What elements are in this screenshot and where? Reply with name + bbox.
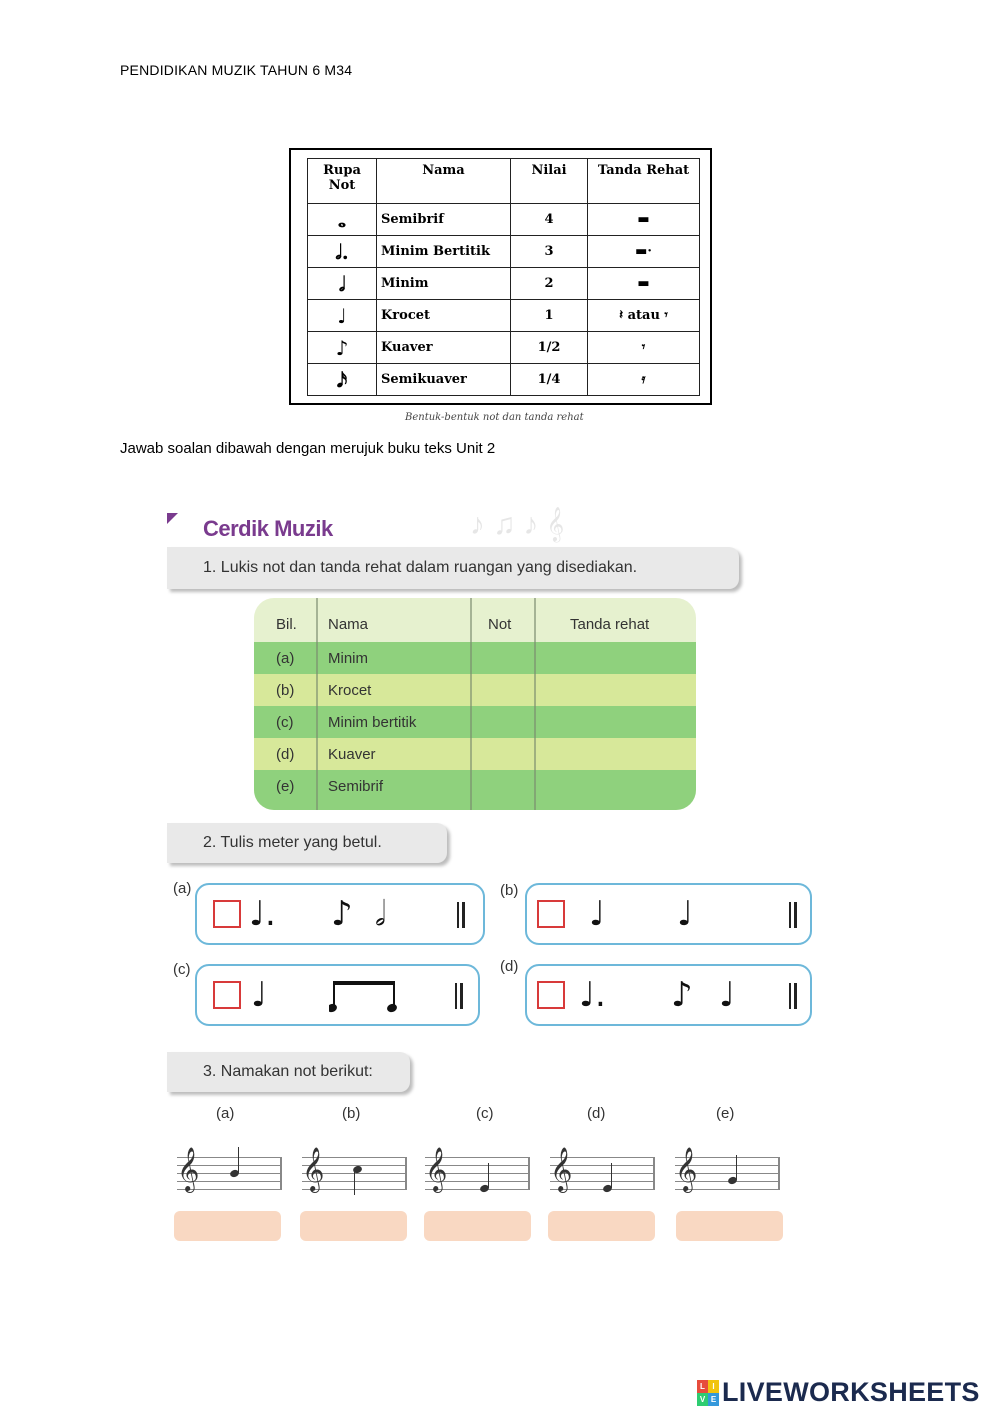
meter-answer-box[interactable] (537, 900, 565, 928)
ref-row (308, 268, 700, 300)
ref-rest-symbol: 𝄽 atau 𝄾 (588, 300, 700, 332)
q1-row-nama: Semibrif (328, 777, 384, 795)
ref-rest-symbol: 𝄾 (588, 332, 700, 364)
question-3-bar (167, 1052, 410, 1092)
q1-row-nama: Krocet (328, 681, 372, 699)
question-2-bar (167, 823, 447, 863)
ref-note-name: Krocet (377, 300, 511, 332)
meter-answer-box[interactable] (213, 981, 241, 1009)
answer-box-e[interactable] (676, 1211, 783, 1241)
q1-note-cell[interactable] (472, 642, 534, 674)
rhythm-box-b (525, 883, 812, 945)
staff-c (425, 1147, 530, 1191)
reference-caption: Bentuk-bentuk not dan tanda rehat (405, 412, 584, 423)
ref-note-name: Semikuaver (377, 364, 511, 396)
liveworksheets-text: LIVEWORKSHEETS (722, 1377, 980, 1407)
ref-rest-symbol: ▬· (588, 236, 700, 268)
q1-note-cell[interactable] (472, 674, 534, 706)
reference-table (307, 158, 700, 396)
q1-header-rehat: Tanda rehat (570, 615, 650, 633)
treble-clef-icon: 𝄞 (177, 1147, 200, 1191)
q2-label-b: (b) (500, 882, 519, 899)
q1-note-cell[interactable] (472, 770, 534, 802)
meter-answer-box[interactable] (537, 981, 565, 1009)
ref-rest-symbol: 𝄿 (588, 364, 700, 396)
q1-header-not: Not (488, 615, 512, 633)
q3-label-a: (a) (216, 1105, 235, 1122)
q1-header-bil: Bil. (276, 615, 297, 633)
ref-header-name: Nama (377, 159, 511, 204)
answer-box-c[interactable] (424, 1211, 531, 1241)
q3-label-c: (c) (476, 1105, 494, 1122)
liveworksheets-logo (697, 1377, 980, 1408)
question-1-bar (167, 547, 739, 589)
ref-note-value: 1/4 (511, 364, 588, 396)
q1-rest-cell[interactable] (536, 738, 696, 770)
table-row (254, 674, 696, 706)
q1-row-nama: Minim (328, 649, 368, 667)
barline (789, 983, 791, 1009)
ref-note-name: Minim (377, 268, 511, 300)
section-title: Cerdik Muzik (203, 516, 333, 541)
ref-note-value: 2 (511, 268, 588, 300)
ref-note-value: 1/2 (511, 332, 588, 364)
ref-note-symbol: ♪ (308, 332, 377, 364)
ref-note-symbol: 𝅘𝅥𝅯 (308, 364, 377, 396)
note-dotted-crotchet: ♩. (579, 975, 606, 1015)
reference-table-frame (289, 148, 712, 405)
barline (460, 983, 463, 1009)
q1-rest-cell[interactable] (536, 642, 696, 674)
barline (789, 902, 791, 928)
section-corner-mark (167, 513, 178, 524)
question-1-text: 1. Lukis not dan tanda rehat dalam ruangan yang disediakan. (203, 559, 638, 576)
note-minim: 𝅗𝅥 (375, 894, 386, 934)
note-crotchet: ♩ (251, 975, 268, 1015)
answer-box-a[interactable] (174, 1211, 281, 1241)
barline (462, 902, 465, 928)
q2-label-d: (d) (500, 958, 519, 975)
question-3-text: 3. Namakan not berikut: (203, 1063, 373, 1080)
beamed-quavers-icon (329, 980, 397, 1014)
ref-note-symbol: ♩ (308, 300, 377, 332)
treble-clef-icon: 𝄞 (675, 1147, 698, 1191)
ref-header-value: Nilai (511, 159, 588, 204)
q1-header-nama: Nama (328, 615, 369, 633)
q1-note-cell[interactable] (472, 738, 534, 770)
rhythm-box-a (195, 883, 485, 945)
q1-row-bil: (c) (276, 713, 294, 731)
ref-note-name: Semibrif (377, 204, 511, 236)
q3-label-e: (e) (716, 1105, 735, 1122)
ref-row (308, 332, 700, 364)
answer-box-d[interactable] (548, 1211, 655, 1241)
barline (794, 902, 797, 928)
q1-row-nama: Minim bertitik (328, 713, 417, 731)
question-2-text: 2. Tulis meter yang betul. (203, 834, 382, 851)
note-quaver: ♪ (331, 894, 353, 934)
staff-d (550, 1147, 655, 1191)
ref-rest-symbol: ▬ (588, 268, 700, 300)
q1-note-cell[interactable] (472, 706, 534, 738)
ref-note-symbol: 𝅗𝅥 (308, 268, 377, 300)
ref-row (308, 236, 700, 268)
ref-note-name: Minim Bertitik (377, 236, 511, 268)
liveworksheets-icon: L I V E (697, 1380, 719, 1406)
table-row (254, 738, 696, 770)
page-header: PENDIDIKAN MUZIK TAHUN 6 M34 (120, 62, 353, 78)
ref-note-symbol: 𝅗𝅥. (308, 236, 377, 268)
barline (457, 902, 459, 928)
ref-header-rest: Tanda Rehat (588, 159, 700, 204)
q1-row-bil: (e) (276, 777, 295, 795)
rhythm-box-d (525, 964, 812, 1026)
treble-clef-icon: 𝄞 (302, 1147, 325, 1191)
table-row (254, 770, 696, 810)
q1-row-nama: Kuaver (328, 745, 376, 763)
ref-note-value: 4 (511, 204, 588, 236)
q2-label-c: (c) (173, 961, 191, 978)
q1-rest-cell[interactable] (536, 706, 696, 738)
staff-a (177, 1147, 282, 1191)
treble-clef-icon: 𝄞 (550, 1147, 573, 1191)
ref-row (308, 204, 700, 236)
q3-label-d: (d) (587, 1105, 606, 1122)
note-crotchet: ♩ (677, 894, 694, 934)
ref-note-name: Kuaver (377, 332, 511, 364)
music-decoration-icon: ♪♫♪𝄞 (470, 508, 573, 541)
ref-row (308, 364, 700, 396)
note-dotted-crotchet: ♩. (249, 894, 276, 934)
ref-note-value: 1 (511, 300, 588, 332)
table-divider (316, 598, 318, 810)
q2-label-a: (a) (173, 880, 192, 897)
table-divider (470, 598, 472, 810)
q1-rest-cell[interactable] (536, 674, 696, 706)
staff-b (302, 1147, 407, 1191)
treble-clef-icon: 𝄞 (425, 1147, 448, 1191)
ref-note-symbol: 𝅝 (308, 204, 377, 236)
q1-row-bil: (b) (276, 681, 295, 699)
table-divider (534, 598, 536, 810)
ref-header-note: Rupa Not (308, 159, 377, 204)
q3-label-b: (b) (342, 1105, 361, 1122)
q1-rest-cell[interactable] (536, 770, 696, 802)
ref-row (308, 300, 700, 332)
barline (794, 983, 797, 1009)
note-crotchet: ♩ (719, 975, 736, 1015)
ref-note-value: 3 (511, 236, 588, 268)
table-row (254, 642, 696, 674)
answer-box-b[interactable] (300, 1211, 407, 1241)
note-crotchet: ♩ (589, 894, 606, 934)
q1-table-header (254, 608, 696, 640)
ref-rest-symbol: ▬ (588, 204, 700, 236)
table-row (254, 706, 696, 738)
rhythm-box-c (195, 964, 480, 1026)
q1-table (254, 598, 696, 810)
staff-e (675, 1147, 780, 1191)
note-quaver: ♪ (671, 975, 693, 1015)
barline (455, 983, 457, 1009)
instruction-text: Jawab soalan dibawah dengan merujuk buku teks Unit 2 (120, 440, 496, 457)
q1-row-bil: (a) (276, 649, 295, 667)
q1-row-bil: (d) (276, 745, 295, 763)
meter-answer-box[interactable] (213, 900, 241, 928)
